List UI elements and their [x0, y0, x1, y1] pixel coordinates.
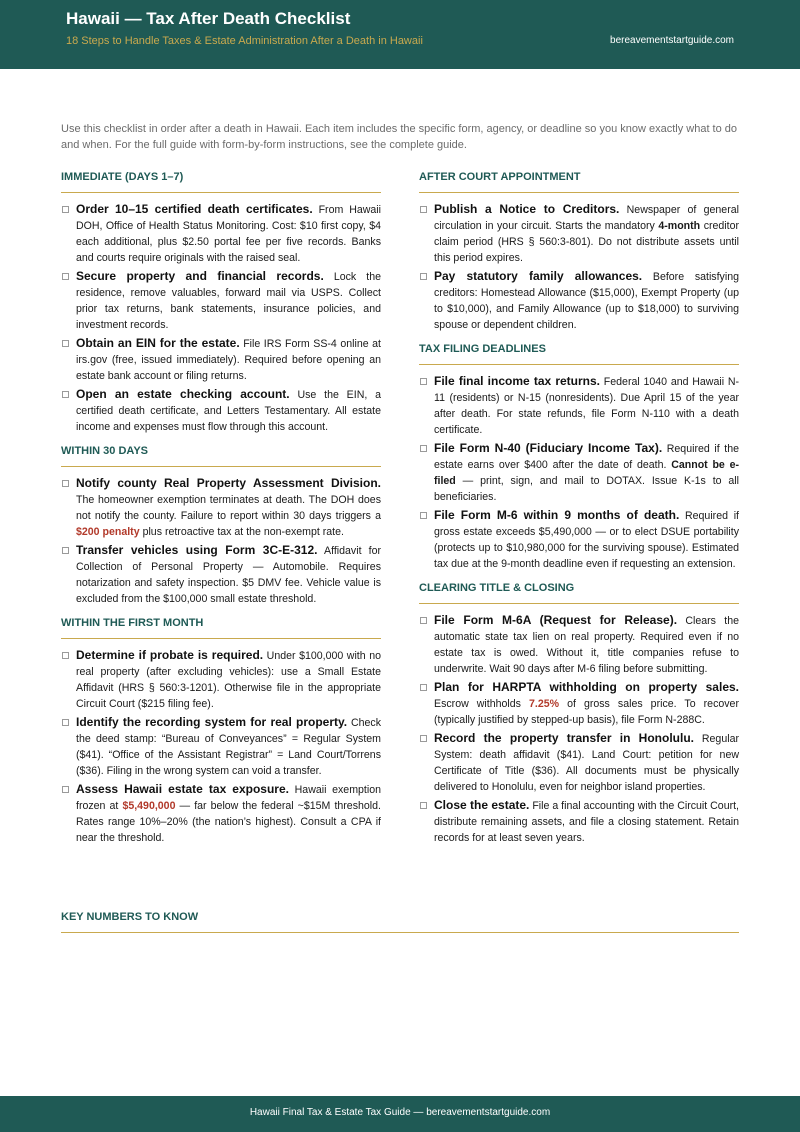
- checklist-section: [419, 171, 739, 333]
- page-header: [0, 0, 800, 69]
- emphasis-text: 4-month: [658, 220, 701, 232]
- item-text: Newspaper of general circulation in your circuit. Starts the mandatory: [434, 204, 739, 232]
- item-lead: Order 10–15 certified death certificates.: [76, 202, 313, 216]
- checklist-section: [61, 445, 381, 607]
- checklist-section: [419, 582, 739, 846]
- checkbox[interactable]: [62, 273, 69, 280]
- item-lead: File Form M-6A (Request for Release).: [434, 613, 678, 627]
- checklist-section: [61, 171, 381, 435]
- checkbox[interactable]: [420, 512, 427, 519]
- checkbox[interactable]: [62, 652, 69, 659]
- checkbox[interactable]: [62, 206, 69, 213]
- checklist-section: [61, 617, 381, 846]
- item-lead: File final income tax returns.: [434, 374, 601, 388]
- item-text: — far below the federal ~$15M threshold. Rates range 10%–20% (the nation’s highest). Consult a CPA if near the threshold.: [76, 800, 381, 844]
- page-subtitle: 18 Steps to Handle Taxes & Estate Administration After a Death in Hawaii: [66, 35, 423, 47]
- section-title: AFTER COURT APPOINTMENT: [419, 171, 739, 193]
- key-numbers-section: [61, 911, 739, 933]
- checklist: [419, 193, 739, 333]
- checkbox[interactable]: [420, 206, 427, 213]
- item-text: Use the EIN, a certified death certificate, and Letters Testamentary. All estate income and expenses must flow through this account.: [76, 389, 382, 433]
- checklist: [419, 365, 739, 572]
- item-lead: Record the property transfer in Honolulu.: [434, 731, 695, 745]
- checkbox[interactable]: [62, 786, 69, 793]
- page-title: Hawaii — Tax After Death Checklist: [66, 9, 351, 28]
- checklist-item: [61, 781, 381, 846]
- item-text: plus retroactive tax at the non-exempt rate.: [142, 526, 344, 538]
- checklist-item: [61, 647, 381, 712]
- item-lead: Pay statutory family allowances.: [434, 269, 643, 283]
- item-text: Required if the estate earns over $400 after the date of death.: [434, 443, 739, 471]
- checklist: [61, 467, 381, 607]
- item-text: of gross sales price. To recover (typically justified by stepped-up basis), file Form N-288C.: [434, 698, 739, 726]
- item-text: Escrow withholds: [434, 698, 521, 710]
- checklist: [419, 604, 739, 846]
- section-title: WITHIN 30 DAYS: [61, 445, 381, 467]
- item-text: Regular System: death affidavit ($41). Land Court: petition for new Certificate of Title ($36). All documents must be physically delivered to Honolulu, even for neighbor island properties.: [434, 733, 739, 793]
- highlight-value: 7.25%: [528, 698, 560, 710]
- checkbox[interactable]: [420, 378, 427, 385]
- checklist-item: [419, 440, 739, 505]
- item-text: Federal 1040 and Hawaii N-11 (residents) or N-15 (nonresidents). Due April 15 of the year after death. For state refunds, file Form N-110 with a death certificate.: [434, 376, 740, 436]
- checkbox[interactable]: [62, 340, 69, 347]
- checklist-item: [61, 714, 381, 779]
- section-title: IMMEDIATE (DAYS 1–7): [61, 171, 381, 193]
- item-lead: File Form N-40 (Fiduciary Income Tax).: [434, 441, 663, 455]
- checkbox[interactable]: [420, 802, 427, 809]
- checklist-item: [61, 335, 381, 384]
- section-title: TAX FILING DEADLINES: [419, 343, 739, 365]
- checklist-item: [61, 386, 381, 435]
- checklist-item: [419, 612, 739, 677]
- item-text: Affidavit for Collection of Personal Property — Automobile. Requires notarization and safety inspection. $5 DMV fee. Vehicle value is excluded from the $100,000 small estate threshold.: [76, 545, 381, 605]
- checklist-item: [61, 201, 381, 266]
- checklist-item: [61, 268, 381, 333]
- checklist-section: [419, 343, 739, 572]
- intro-text: Use this checklist in order after a death in Hawaii. Each item includes the specific form, agency, or deadline so you know exactly what to do and when. For the full guide with form-by-form instructions, see the complete guide.: [61, 123, 738, 151]
- site-link[interactable]: bereavementstartguide.com: [610, 35, 734, 46]
- item-text: Hawaii exemption frozen at: [76, 784, 381, 812]
- item-lead: Open an estate checking account.: [76, 387, 290, 401]
- item-text: File IRS Form SS-4 online at irs.gov (free, issued immediately). Required before opening an estate bank account or filing returns.: [76, 338, 381, 382]
- item-text: Required if gross estate exceeds $5,490,000 — or to elect DSUE portability (protects up to $10,980,000 for the surviving spouse). Estimated tax due at the 9-month deadline even if requesting an extension.: [434, 510, 739, 570]
- checklist-item: [419, 373, 739, 438]
- checklist: [61, 639, 381, 846]
- item-text: Check the deed stamp: “Bureau of Conveyances” = Regular System ($41). “Office of the Assistant Registrar” = Land Court/Torrens ($36). Filing in the wrong system can void a transfer.: [76, 717, 381, 777]
- item-lead: Transfer vehicles using Form 3C-E-312.: [76, 543, 318, 557]
- checklist-item: [61, 475, 381, 540]
- item-lead: Close the estate.: [434, 798, 530, 812]
- item-lead: Identify the recording system for real property.: [76, 715, 348, 729]
- item-lead: Notify county Real Property Assessment Division.: [76, 476, 381, 490]
- item-text: — print, sign, and mail to DOTAX. Issue K-1s to all beneficiaries.: [434, 475, 739, 503]
- checkbox[interactable]: [420, 273, 427, 280]
- emphasis-text: Cannot be e-filed: [434, 459, 739, 487]
- checklist-item: [419, 797, 739, 846]
- checkbox[interactable]: [62, 547, 69, 554]
- section-title: CLEARING TITLE & CLOSING: [419, 582, 739, 604]
- item-lead: Secure property and financial records.: [76, 269, 324, 283]
- checklist-item: [419, 679, 739, 728]
- checkbox[interactable]: [420, 445, 427, 452]
- checklist-item: [419, 268, 739, 333]
- item-lead: Publish a Notice to Creditors.: [434, 202, 620, 216]
- right-column: [419, 171, 739, 856]
- item-lead: Obtain an EIN for the estate.: [76, 336, 240, 350]
- highlight-value: $200 penalty: [76, 526, 140, 538]
- item-lead: File Form M-6 within 9 months of death.: [434, 508, 680, 522]
- item-text: Clears the automatic state tax lien on real property. Required even if no estate tax is owed. Without it, title companies refuse to underwrite. Wait 90 days after M-6 filing before submitting.: [434, 615, 739, 675]
- checklist: [61, 193, 381, 435]
- checklist-item: [61, 542, 381, 607]
- item-text: Before satisfying creditors: Homestead Allowance ($15,000), Exempt Property (up to $10,000), and Family Allowance (up to $18,000) to surviving spouse or dependent children.: [434, 271, 739, 331]
- highlight-value: $5,490,000: [122, 800, 176, 812]
- checkbox[interactable]: [420, 735, 427, 742]
- item-text: creditor claim period (HRS § 560:3-801). Do not distribute assets until this period expires.: [434, 220, 740, 264]
- left-column: [61, 171, 381, 856]
- checkbox[interactable]: [62, 480, 69, 487]
- checkbox[interactable]: [62, 719, 69, 726]
- item-text: The homeowner exemption terminates at death. The DOH does not notify the county. Failure to report within 30 days triggers a: [76, 494, 381, 522]
- key-numbers-title: KEY NUMBERS TO KNOW: [61, 911, 739, 933]
- checkbox[interactable]: [62, 391, 69, 398]
- checkbox[interactable]: [420, 617, 427, 624]
- item-text: Under $100,000 with no real property (after excluding vehicles): use a Small Estate Affidavit (HRS § 560:3-1201). Otherwise file in the appropriate Circuit Court ($215 filing fee).: [76, 650, 381, 710]
- checklist-item: [419, 730, 739, 795]
- item-text: Lock the residence, remove valuables, forward mail via USPS. Collect prior tax returns, bank statements, insurance policies, and investment records.: [76, 271, 381, 331]
- checkbox[interactable]: [420, 684, 427, 691]
- section-title: WITHIN THE FIRST MONTH: [61, 617, 381, 639]
- item-text: File a final accounting with the Circuit Court, distribute remaining assets, and file a closing statement. Retain records for at least seven years.: [434, 800, 739, 844]
- checklist-item: [419, 201, 739, 266]
- item-lead: Assess Hawaii estate tax exposure.: [76, 782, 289, 796]
- item-lead: Determine if probate is required.: [76, 648, 264, 662]
- checklist-item: [419, 507, 739, 572]
- page-footer: Hawaii Final Tax & Estate Tax Guide — bereavementstartguide.com: [0, 1096, 800, 1132]
- item-lead: Plan for HARPTA withholding on property sales.: [434, 680, 739, 694]
- item-text: From Hawaii DOH, Office of Health Status Monitoring. Cost: $10 first copy, $4 each additional, plus $2.50 portal fee per five records. Banks and courts require originals with the raised seal.: [76, 204, 381, 264]
